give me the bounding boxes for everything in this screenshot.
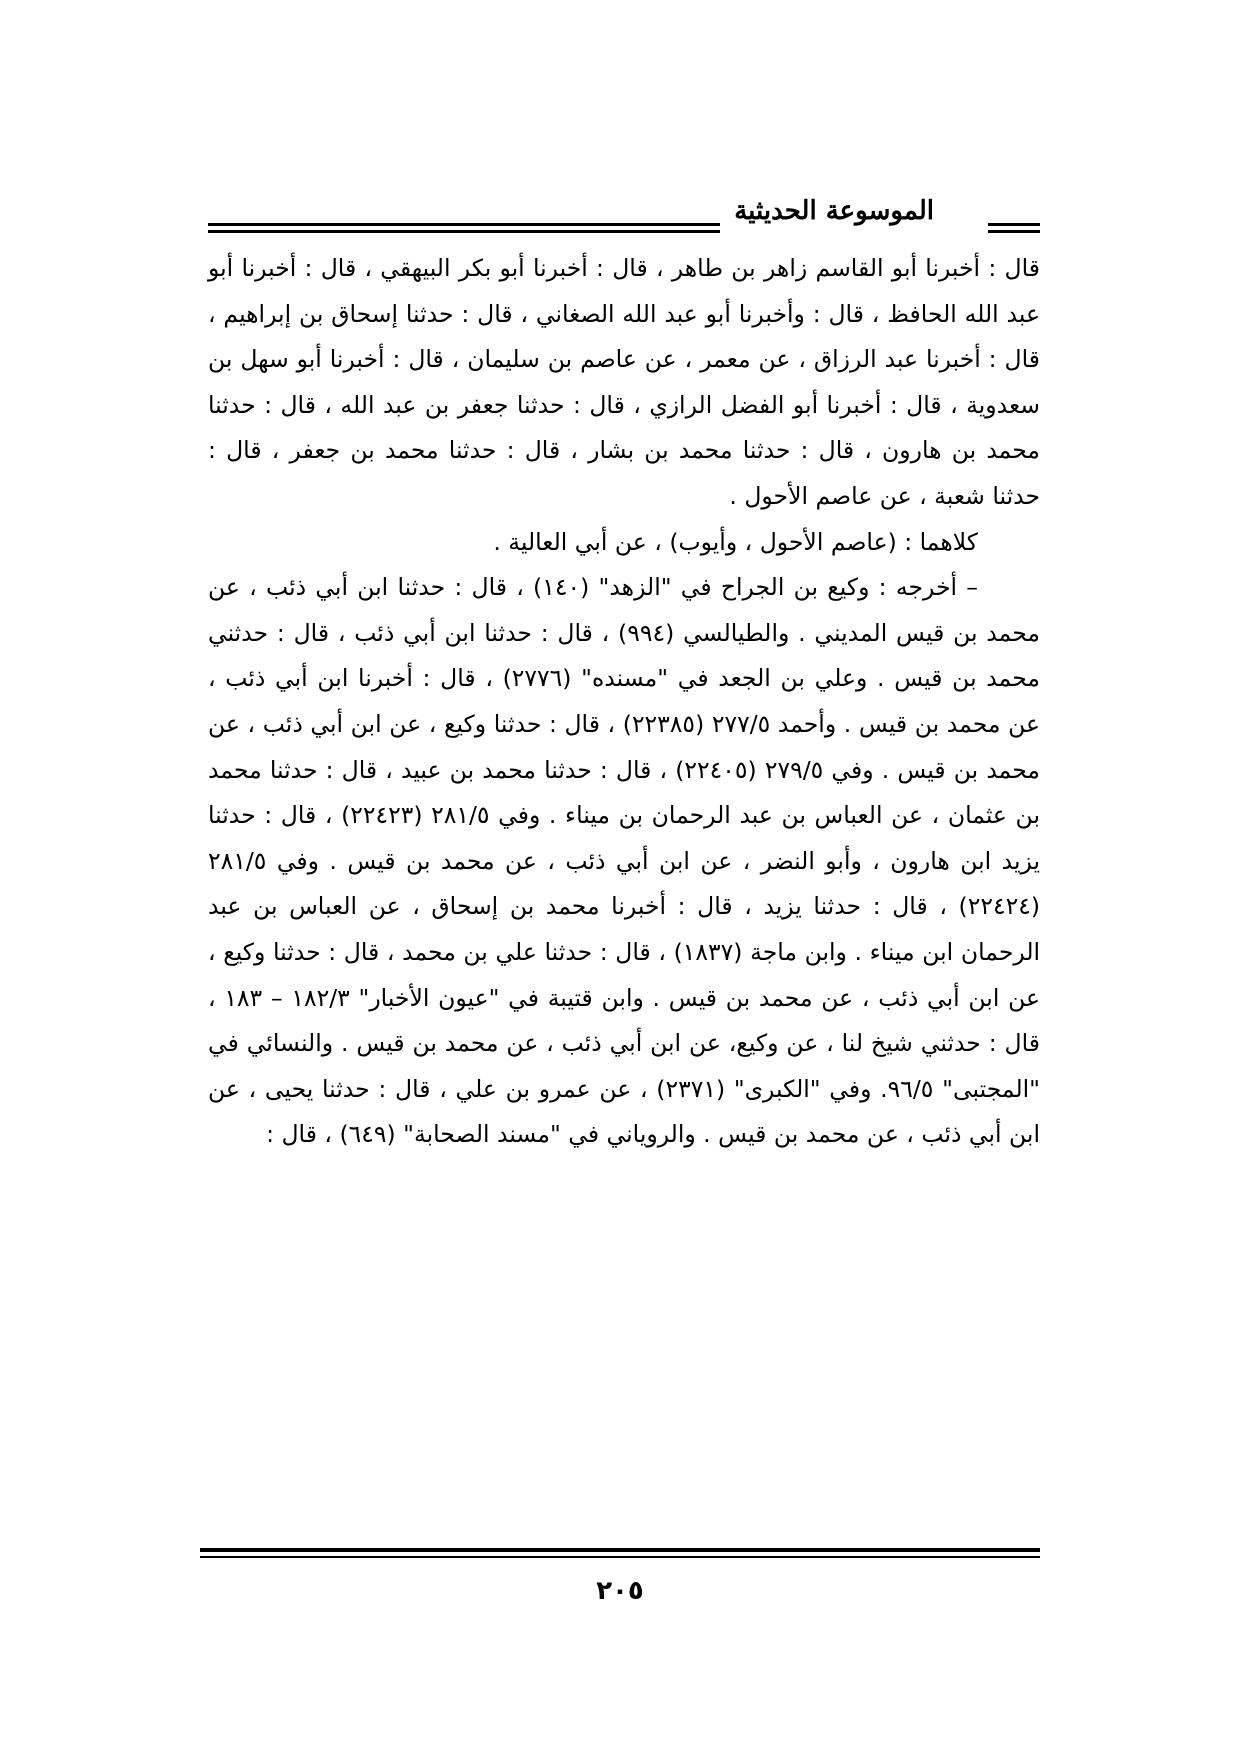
page-number: ٢٠٥ (596, 1576, 644, 1606)
page-header (208, 196, 1040, 232)
paragraph-isnad: قال : أخبرنا أبو القاسم زاهر بن طاهر ، قال : أخبرنا أبو بكر البيهقي ، قال : أخبرنا أبو عبد الله الحافظ ، قال : وأخبرنا أبو عبد الله الصغاني ، قال : حدثنا إسحاق بن إبراهيم ، قال : أخبرنا عبد الرزاق ، عن معمر ، عن عاصم بن سليمان ، قال : أخبرنا أبو سهل بن سعدوية ، قال : أخبرنا أبو الفضل الرازي ، قال : حدثنا جعفر بن عبد الله ، قال : حدثنا محمد بن هارون ، قال : حدثنا محمد بن بشار ، قال : حدثنا محمد بن جعفر ، قال : حدثنا شعبة ، عن عاصم الأحول . (208, 254, 1040, 510)
paragraph-takhrij: – أخرجه : وكيع بن الجراح في "الزهد" (١٤٠) ، قال : حدثنا ابن أبي ذئب ، عن محمد بن قيس المديني . والطيالسي (٩٩٤) ، قال : حدثنا ابن أبي ذئب ، قال : حدثني محمد بن قيس . وعلي بن الجعد في "مسنده" (٢٧٧٦) ، قال : أخبرنا ابن أبي ذئب ، عن محمد بن قيس . وأحمد ٢٧٧/٥ (٢٢٣٨٥) ، قال : حدثنا وكيع ، عن ابن أبي ذئب ، عن محمد بن قيس . وفي ٢٧٩/٥ (٢٢٤٠٥) ، قال : حدثنا محمد بن عبيد ، قال : حدثنا محمد بن عثمان ، عن العباس بن عبد الرحمان بن ميناء . وفي ٢٨١/٥ (٢٢٤٢٣) ، قال : حدثنا يزيد ابن هارون ، وأبو النضر ، عن ابن أبي ذئب ، عن محمد بن قيس . وفي ٢٨١/٥ (٢٢٤٢٤) ، قال : حدثنا يزيد ، قال : أخبرنا محمد بن إسحاق ، عن العباس بن عبد الرحمان ابن ميناء . وابن ماجة (١٨٣٧) ، قال : حدثنا علي بن محمد ، قال : حدثنا وكيع ، عن ابن أبي ذئب ، عن محمد بن قيس . وابن قتيبة في "عيون الأخبار" ١٨٢/٣ – ١٨٣ ، قال : حدثني شيخ لنا ، عن وكيع، عن ابن أبي ذئب ، عن محمد بن قيس . والنسائي في "المجتبى" ٩٦/٥. وفي "الكبرى" (٢٣٧١) ، عن عمرو بن علي ، قال : حدثنا يحيى ، عن ابن أبي ذئب ، عن محمد بن قيس . والروياني في "مسند الصحابة" (٦٤٩) ، قال : (208, 573, 1041, 1149)
paragraph-summary: كلاهما : (عاصم الأحول ، وأيوب) ، عن أبي العالية . (493, 527, 978, 556)
footer-rule (200, 1548, 1040, 1552)
header-rule-short (988, 223, 1040, 226)
page-body (208, 246, 1040, 1158)
running-title: الموسوعة الحديثية (734, 196, 934, 226)
header-rule-long (208, 223, 720, 226)
